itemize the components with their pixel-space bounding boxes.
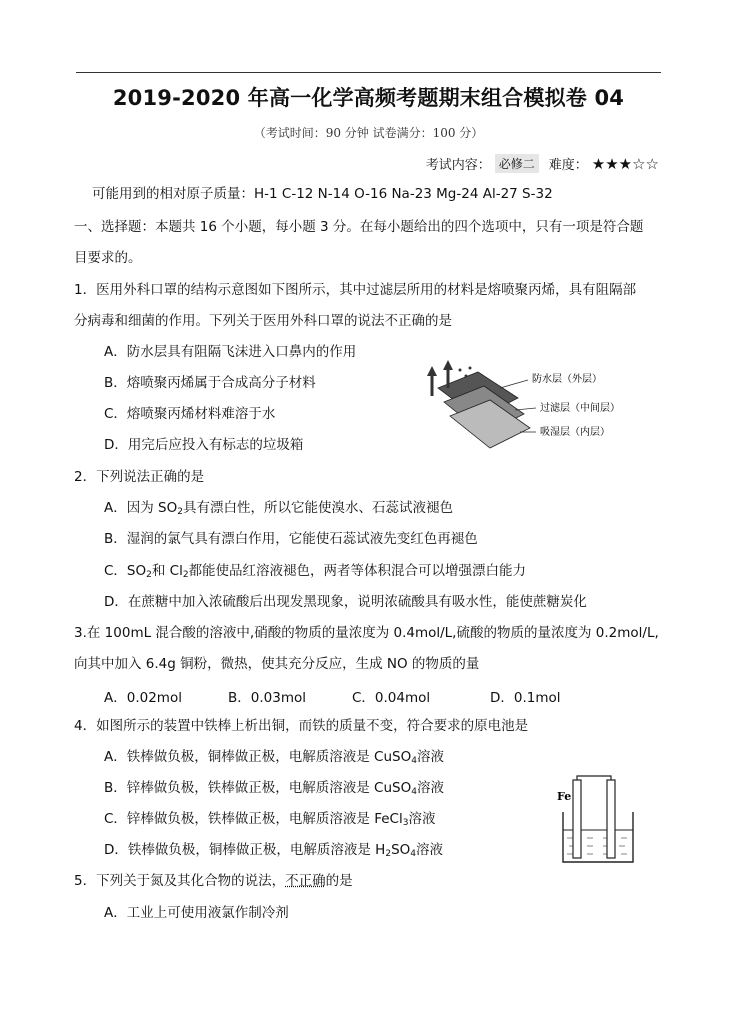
section-instruction-line2: 目要求的。: [74, 250, 142, 266]
q3-stem-line2: 向其中加入 6.4g 铜粉，微热，使其充分反应，生成 NO 的物质的量: [74, 656, 480, 672]
q2-option-c: C．$SO_2$和 $Cl_2$都能使品红溶液褪色，两者等体积混合可以增强漂白能力: [104, 563, 527, 580]
q3-option-a: A．0.02mol: [104, 690, 182, 706]
q2-stem: 2．下列说法正确的是: [74, 469, 205, 485]
q1-option-b: B．熔喷聚丙烯属于合成高分子材料: [104, 375, 316, 391]
q3-stem-line1: 3.在 100mL 混合酸的溶液中,硝酸的物质的量浓度为 0.4mol/L,硫酸的物质的量浓度为 0.2mol/L,: [74, 625, 659, 641]
q2-option-d: D．在蔗糖中加入浓硫酸后出现发黑现象，说明浓硫酸具有吸水性，能使蔗糖炭化: [104, 594, 587, 610]
exam-meta: [426, 154, 659, 173]
content-label: 考试内容：: [425, 158, 491, 173]
q1-option-d: D．用完后应投入有标志的垃圾箱: [104, 437, 304, 453]
q1-option-a: A．防水层具有阻隔飞沫进入口鼻内的作用: [104, 344, 357, 360]
q3-options: [104, 686, 561, 706]
content-value: 必修二: [495, 154, 539, 173]
q1-stem-line1: 1．医用外科口罩的结构示意图如下图所示，其中过滤层所用的材料是熔喷聚丙烯，具有阻隔部: [74, 282, 637, 298]
atomic-masses: 可能用到的相对原子质量：H-1 C-12 N-14 O-16 Na-23 Mg-24 Al-27 S-32: [92, 186, 553, 202]
galvanic-cell-figure: [555, 774, 645, 866]
q5-option-a: A．工业上可使用液氯作制冷剂: [104, 905, 289, 921]
q5-stem: 5．下列关于氮及其化合物的说法，不正确的是: [74, 873, 353, 889]
q2-option-a: A．因为 $SO_2$具有漂白性，所以它能使溴水、石蕊试液褪色: [104, 500, 453, 517]
fig-layer-middle: 过滤层（中间层）: [540, 403, 620, 414]
difficulty-label: 难度：: [548, 158, 588, 173]
fig-layer-inner: 吸湿层（内层）: [540, 427, 610, 438]
section-instruction-line1: 一、选择题：本题共 16 个小题，每小题 3 分。在每小题给出的四个选项中，只有一项是符合题: [74, 219, 644, 235]
q2-option-b: B．湿润的氯气具有漂白作用，它能使石蕊试液先变红色再褪色: [104, 531, 478, 547]
fe-label: Fe: [557, 790, 572, 803]
q4-stem: 4．如图所示的装置中铁棒上析出铜，而铁的质量不变，符合要求的原电池是: [74, 718, 529, 734]
q3-option-d: D．0.1mol: [490, 690, 561, 706]
q3-option-b: B．0.03mol: [228, 690, 306, 706]
q4-option-d: D．铁棒做负极，铜棒做正极，电解质溶液是 $H_2SO_4$溶液: [104, 842, 444, 859]
mask-structure-figure: [420, 358, 635, 450]
q1-stem-line2: 分病毒和细菌的作用。下列关于医用外科口罩的说法不正确的是: [74, 313, 452, 329]
exam-info: （考试时间：90 分钟 试卷满分：100 分）: [253, 126, 484, 140]
q3-option-c: C．0.04mol: [352, 690, 431, 706]
q4-option-c: C．锌棒做负极，铁棒做正极，电解质溶液是 FeCl$_3$溶液: [104, 811, 436, 828]
page-title: 2019-2020 年高一化学高频考题期末组合模拟卷 04: [112, 86, 625, 110]
q4-option-b: B．锌棒做负极，铁棒做正极，电解质溶液是 CuSO$_4$溶液: [104, 780, 444, 797]
header-rule: [76, 72, 661, 73]
q4-option-a: A．铁棒做负极，铜棒做正极，电解质溶液是 CuSO$_4$溶液: [104, 749, 444, 766]
difficulty-stars-icon: ★★★☆☆: [591, 154, 659, 173]
q1-option-c: C．熔喷聚丙烯材料难溶于水: [104, 406, 276, 422]
fig-layer-outer: 防水层（外层）: [532, 374, 602, 385]
